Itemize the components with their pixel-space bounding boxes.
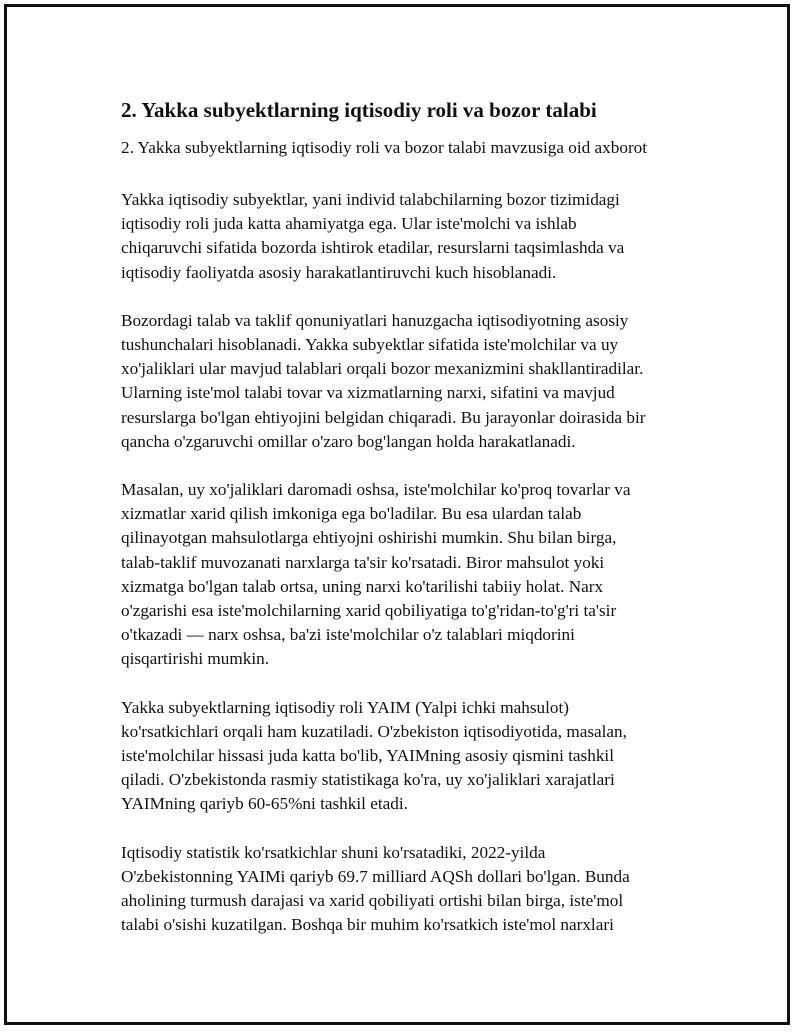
text-line: talabi o'sishi kuzatilgan. Boshqa bir muhim ko'rsatkich iste'mol narxlari	[121, 915, 614, 935]
text-line: qiladi. O'zbekistonda rasmiy statistikaga ko'ra, uy xo'jaliklari xarajatlari	[121, 770, 615, 790]
text-line: ko'rsatkichlari orqali ham kuzatiladi. O'zbekiston iqtisodiyotida, masalan,	[121, 721, 627, 741]
text-line: qilinayotgan mahsulotlarga ehtiyojni oshirishi mumkin. Shu bilan birga,	[121, 528, 617, 548]
page-title: 2. Yakka subyektlarning iqtisodiy roli va bozor talabi	[121, 98, 597, 122]
paragraph-2	[121, 309, 711, 454]
text-line: xizmatlar xarid qilish imkoniga ega bo'ladilar. Bu esa ulardan talab	[121, 504, 582, 524]
text-line: qisqartirishi mumkin.	[121, 649, 269, 669]
document-body	[121, 97, 711, 961]
paragraph-1	[121, 188, 711, 285]
text-line: chiqaruvchi sifatida bozorda ishtirok etadilar, resurslarni taqsimlashda va	[121, 238, 625, 258]
paragraph-4	[121, 696, 711, 817]
text-line: iqtisodiy faoliyatda asosiy harakatlantiruvchi kuch hisoblanadi.	[121, 262, 557, 282]
text-line: talab-taklif muvozanati narxlarga ta'sir ko'rsatadi. Biror mahsulot yoki	[121, 552, 605, 572]
text-line: xizmatga bo'lgan talab ortsa, uning narxi ko'tarilishi tabiiy holat. Narx	[121, 576, 604, 596]
text-line: aholining turmush darajasi va xarid qobiliyati ortishi bilan birga, iste'mol	[121, 891, 624, 911]
text-line: O'zbekistonning YAIMi qariyb 69.7 milliard AQSh dollari bo'lgan. Bunda	[121, 866, 630, 886]
text-line: Iqtisodiy statistik ko'rsatkichlar shuni ko'rsatadiki, 2022-yilda	[121, 842, 546, 862]
paragraph-3	[121, 478, 711, 672]
paragraph-5	[121, 841, 711, 938]
text-line: Yakka subyektlarning iqtisodiy roli YAIM (Yalpi ichki mahsulot)	[121, 697, 569, 717]
text-line: o'zgarishi esa iste'molchilarning xarid qobiliyatiga to'g'ridan-to'g'ri ta'sir	[121, 601, 617, 621]
text-line: Yakka iqtisodiy subyektlar, yani individ talabchilarning bozor tizimidagi	[121, 190, 620, 209]
text-line: Masalan, uy xo'jaliklari daromadi oshsa, iste'molchilar ko'proq tovarlar va	[121, 480, 631, 500]
text-line: resurslarga bo'lgan ehtiyojini belgidan chiqaradi. Bu jarayonlar doirasida bir	[121, 407, 646, 427]
text-line: xo'jaliklari ular mavjud talablari orqali bozor mexanizmini shakllantiradilar.	[121, 359, 644, 379]
text-line: iqtisodiy roli juda katta ahamiyatga ega. Ular iste'molchi va ishlab	[121, 214, 577, 234]
text-line: o'tkazadi — narx oshsa, ba'zi iste'molchilar o'z talablari miqdorini	[121, 625, 575, 645]
text-line: iste'molchilar hissasi juda katta bo'lib, YAIMning asosiy qismini tashkil	[121, 746, 614, 766]
text-line: YAIMning qariyb 60-65%ni tashkil etadi.	[121, 794, 408, 814]
page-subtitle: 2. Yakka subyektlarning iqtisodiy roli va bozor talabi mavzusiga oid axborot	[121, 138, 648, 157]
text-line: tushunchalari hisoblanadi. Yakka subyektlar sifatida iste'molchilar va uy	[121, 335, 619, 355]
page-frame	[4, 4, 790, 1025]
text-line: Bozordagi talab va taklif qonuniyatlari hanuzgacha iqtisodiyotning asosiy	[121, 310, 629, 330]
text-line: Ularning iste'mol talabi tovar va xizmatlarning narxi, sifatini va mavjud	[121, 383, 615, 403]
text-line: qancha o'zgaruvchi omillar o'zaro bog'langan holda harakatlanadi.	[121, 431, 576, 451]
